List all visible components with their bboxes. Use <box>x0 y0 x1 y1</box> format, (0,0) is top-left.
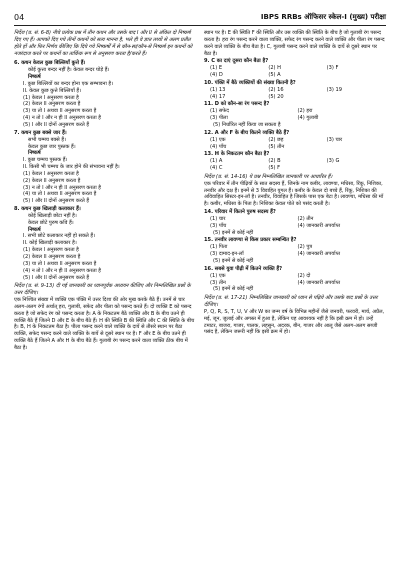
option: (5) 20 <box>268 93 284 100</box>
option: (1) 13 <box>210 86 226 93</box>
option: (5) निर्धारित नहीं किया जा सकता है <box>213 121 281 128</box>
statement: केवल छोटे पुरुष कवि हैं। <box>28 219 74 226</box>
question-7: 7. कथन कुछ बक्से जार हैं। <box>14 129 67 136</box>
question-11: 11. D को कौन-सा रंग पसन्द है? <box>204 101 270 108</box>
passage: P, Q, R, S, T, U, V और W का जन्म वर्ष के विभिन्न महीनों जैसे जनवरी, फरवरी, मार्च, अप्रैल, मई, जून, जुलाई और अगस्त में हुआ है, लेकिन यह आवश्यक नहीं है कि इसी क्रम में हो। उन्हें टमाटर, बाजरा, गाजर, पालक, लहसुन, अदरक, बीन, गाजर और आलू जैसे अलग-अलग सब्जी पसंद है, लेकिन जरूरी नहीं कि इसी क्रम में हो। <box>204 308 385 336</box>
left-column <box>14 30 195 352</box>
option: (3) पीला <box>210 115 228 122</box>
options-grid <box>204 158 385 172</box>
conclusion-heading: निष्कर्ष <box>28 226 41 233</box>
option: (3) या तो I अथवा II अनुसरण करता है <box>23 260 97 267</box>
option: (2) हरा <box>297 108 313 115</box>
question-12: 12. A और F के बीच कितने व्यक्ति बैठे हैं? <box>204 129 290 136</box>
option: (3) तीन <box>210 279 226 286</box>
page-number: 04 <box>14 13 25 22</box>
option: (4) C <box>210 165 223 172</box>
option: (4) 17 <box>210 93 226 100</box>
options-grid <box>204 244 385 258</box>
options-grid <box>204 216 385 230</box>
option: (4) या तो I अथवा II अनुसरण करता है <box>23 191 97 198</box>
options-grid <box>204 273 385 287</box>
question-13: 13. H के निकटतम कौन बैठा है? <box>204 151 270 158</box>
page-header <box>14 8 386 22</box>
statement: कोई खिलाड़ी छोटा नहीं है। <box>28 212 77 219</box>
option: (2) दो <box>297 272 311 279</box>
option: (5) इनमें से कोई नहीं <box>213 286 254 293</box>
question-10: 10. पंक्ति में बैठे व्यक्तियों की संख्या कितनी है? <box>204 79 296 86</box>
option: (4) जानकारी अपर्याप्त <box>297 251 341 258</box>
conclusion: I. कुछ चम्मच पुस्तक हैं। <box>23 157 68 164</box>
question-6: 6. कथन केवल कुछ बिल्लियाँ कुत्ते हैं। <box>14 60 86 67</box>
question-15: 15. तनवीर लावण्या से किस प्रकार सम्बन्धित है? <box>204 237 297 244</box>
statement: कोई कुत्ता बन्दर नहीं है। केवल बन्दर घोड़े हैं। <box>28 67 110 74</box>
options-grid <box>204 137 385 151</box>
statement: सभी चम्मच बक्से हैं। <box>28 136 66 143</box>
option: (3) चार <box>326 136 343 143</box>
option: (3) दामाद-इन-लॉ <box>210 251 244 258</box>
option: (5) I और II दोनों अनुसरण करते हैं <box>23 198 90 205</box>
option: (3) F <box>326 65 339 72</box>
option: (2) केवल II अनुसरण करता है <box>23 101 81 108</box>
option: (4) गुलाबी <box>297 115 319 122</box>
header-rule <box>14 25 386 26</box>
options-grid <box>204 65 385 79</box>
question-9: 9. C का दाएं दूसरा कौन बैठा है? <box>204 58 269 65</box>
option: (1) पिता <box>210 244 228 251</box>
columns <box>14 30 386 352</box>
option: (4) न तो I और न ही II अनुसरण करता है <box>23 267 101 274</box>
passage-continued: स्थान पर है। E की स्थिति F की स्थिति और उस व्यक्ति की स्थिति के बीच है जो गुलाबी रंग पसन्द करता है। हरा रंग पसन्द करने वाला व्यक्ति, सफेद रंग पसन्द करने वाले व्यक्ति और पीला रंग पसन्द करने वाले व्यक्ति के बीच बैठा है। C, गुलाबी पसन्द करने वाले व्यक्ति के दायें से दूसरे स्थान पर बैठा है। <box>204 30 385 57</box>
option: (2) छह <box>268 136 284 143</box>
options-grid <box>204 87 385 101</box>
options-grid <box>204 108 385 122</box>
option: (3) पाँच <box>210 222 227 229</box>
option: (2) तीन <box>297 215 314 222</box>
question-8: 8. कथन कुछ खिलाड़ी कलाकार हैं। <box>14 206 81 213</box>
option: (4) न तो I और न ही II अनुसरण करता है <box>23 115 101 122</box>
option: (2) पुत्र <box>297 244 313 251</box>
option: (2) केवल II अनुसरण करता है <box>23 177 81 184</box>
question-14: 14. परिवार में कितने पुरुष सदस्य हैं? <box>204 209 276 216</box>
option: (3) या तो I अथवा II अनुसरण करता है <box>23 108 97 115</box>
statement: केवल कुछ जार पुस्तक हैं। <box>28 143 76 150</box>
running-title: IBPS RRBs ऑफिसर स्केल-I (मुख्य) परीक्षा <box>260 13 386 21</box>
instruction-9-13: निर्देश (प्र. सं. 9-13) दी गई जानकारी का ध्यानपूर्वक अध्ययन कीजिए और निम्नलिखित प्रश्नों के उत्तर दीजिए। <box>14 283 191 297</box>
option: (1) एक <box>210 272 226 279</box>
conclusion: II. केवल कुछ कुत्ते बिल्लियाँ हैं। <box>23 87 82 94</box>
instruction-17-21: निर्देश (प्र. सं. 17-21) निम्नलिखित जानकारी को ध्यान से पढ़िये और उसके बाद प्रश्नों के उत्तर दीजिए। <box>204 295 378 309</box>
option: (1) केवल I अनुसरण करता है <box>23 247 79 254</box>
option: (4) जानकारी अपर्याप्त <box>297 279 341 286</box>
passage: एक निश्चित संख्या में व्यक्ति एक पंक्ति में उत्तर दिशा की ओर मुख करके बैठे हैं। उनमें से चार अलग-अलग रंगों अर्थात् हरा, गुलाबी, सफेद और पीला को पसन्द करते हैं। दो व्यक्ति E को पसन्द करता है जो सफेद रंग को पसन्द करता है। A के निकटतम बैठे व्यक्ति और B के बीच उतने ही व्यक्ति बैठे हैं जितने D और E के बीच बैठे हैं। H की स्थिति B की स्थिति और C की स्थिति के बीच है। B, H के निकटतम बैठा है। पीला पसन्द करने वाले व्यक्ति के दायें से तीसरे स्थान पर बैठा व्यक्ति, सफेद पसन्द करने वाले व्यक्ति के बायें से दूसरे स्थान पर है। F और E के बीच उतने ही व्यक्ति बैठे हैं जितने A और H के बीच बैठे हैं। गुलाबी रंग पसन्द करने वाला व्यक्ति ठीक बीच में बैठा है। <box>14 297 195 351</box>
option: (5) तीन <box>268 143 285 150</box>
option: (4) D <box>210 72 223 79</box>
option: (1) सफेद <box>210 108 229 115</box>
conclusion: I. कुछ बिल्लियों का बन्दर होना एक सम्भावना है। <box>23 80 114 87</box>
conclusion: I. सभी छोटे कलाकार नहीं हो सकते हैं। <box>23 233 96 240</box>
option: (1) E <box>210 65 223 72</box>
option: (5) A <box>268 72 281 79</box>
option: (5) I और II दोनों अनुसरण करते हैं <box>23 121 90 128</box>
option: (2) 16 <box>268 86 284 93</box>
passage: एक परिवार में तीन पीढ़ियों के सात सदस्य हैं, जिनके नाम कबीर, लावण्या, मधिसा, रिंकू, निशिका, तनवीर और दक्ष हैं। इनमें से 3 विवाहित युगल हैं। कबीर के केवल दो बच्चे हैं, रिंकू, निशिका की अविवाहित सिस्टर-इन-लॉ है। तनवीर, विवाहित है जिसके पास एक बेटा है। लावण्या, मधिसा की माँ है। कबीर, मधिसा के पिता है। निशिका केवल पोते को पसंद करती है। <box>204 180 384 208</box>
option: (1) A <box>210 158 223 165</box>
option: (2) H <box>268 65 281 72</box>
right-column <box>204 30 385 352</box>
option: (5) I और II दोनों अनुसरण करते हैं <box>23 274 90 281</box>
instruction-14-16: निर्देश (प्र. सं. 14-16) ये प्रश्न निम्नलिखित जानकारी पर आधारित हैं। <box>204 173 333 180</box>
conclusion: II. कोई खिलाड़ी कलाकार है। <box>23 240 77 247</box>
option: (2) केवल II अनुसरण करता है <box>23 254 81 260</box>
conclusion-heading: निष्कर्ष <box>28 74 41 81</box>
conclusion-heading: निष्कर्ष <box>28 150 41 157</box>
option: (3) G <box>326 158 340 165</box>
instruction-6-8: निर्देश (प्र. सं. 6-8) नीचे प्रत्येक प्रश्न में तीन कथन और उसके बाद I और II से अंकित दो निष्कर्ष दिए गए हैं। आपको दिए गये तीनों कथनों को सत्य मानना है, भले ही वे ज्ञात तथ्यों से अलग प्रतीत होते हों और फिर निर्णय कीजिए कि दिये गये निष्कर्षों में से कौन-सा/कौन-से निष्कर्ष इन कथनों को नजरंदाज करते पर कथनों का तार्किक रूप से अनुसरण करता है/करते हैं। <box>14 30 193 57</box>
option: (5) इनमें से कोई नहीं <box>213 258 254 264</box>
option: (5) इनमें से कोई नहीं <box>213 229 254 236</box>
option: (5) F <box>268 165 281 172</box>
option: (1) केवल I अनुसरण करता है <box>23 170 79 177</box>
option: (4) पाँच <box>210 143 227 150</box>
option: (1) चार <box>210 215 226 222</box>
option: (2) B <box>268 158 281 165</box>
option: (4) जानकारी अपर्याप्त <box>297 222 341 229</box>
option: (1) एक <box>210 136 226 143</box>
question-16: 16. सबसे युवा पीढ़ी में कितने व्यक्ति हैं? <box>204 265 283 272</box>
conclusion: II. किसी भी चम्मच के जार होने की संभावना नहीं है। <box>23 164 120 171</box>
option: (3) 19 <box>326 86 342 93</box>
option: (3) न तो I और न ही II अनुसरण करता है <box>23 184 101 191</box>
option: (1) केवल I अनुसरण करता है <box>23 94 79 101</box>
